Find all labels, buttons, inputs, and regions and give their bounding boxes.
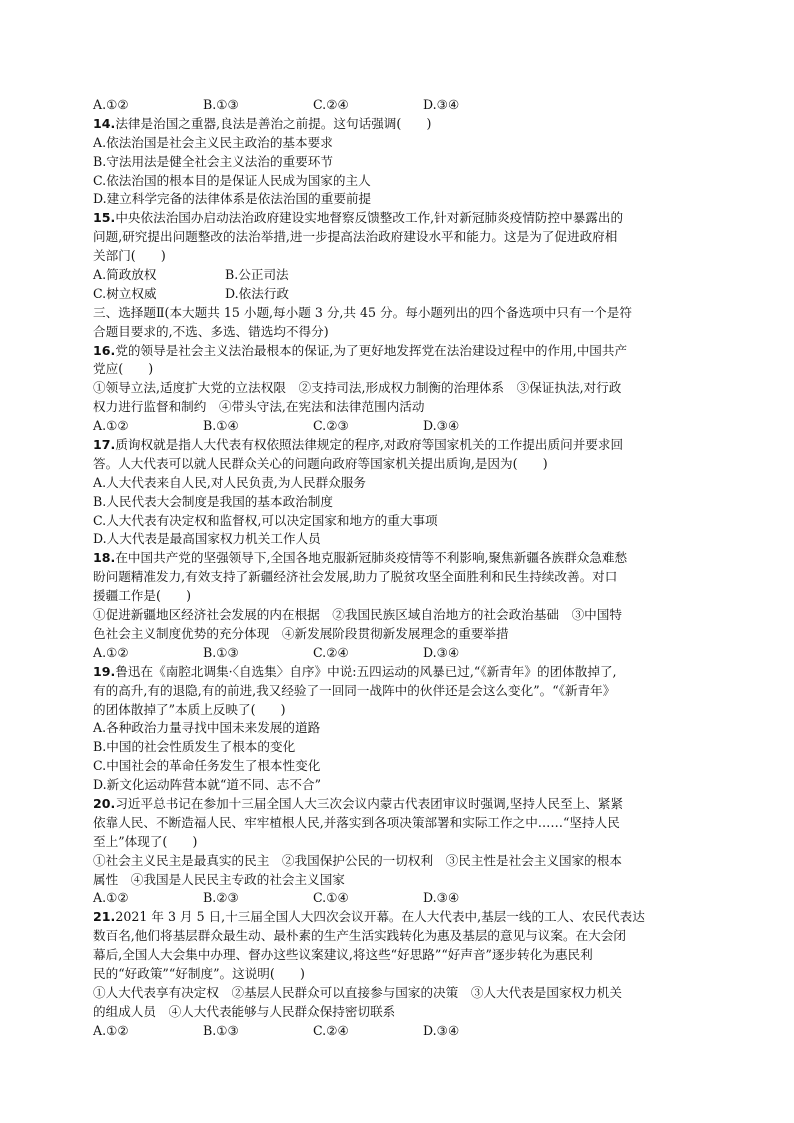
answer-options-row xyxy=(93,266,705,285)
text-line: 属性 ④我国是人民民主专政的社会主义国家 xyxy=(93,871,345,887)
text-line: 三、选择题Ⅱ(本大题共 15 小题,每小题 3 分,共 45 分。每小题列出的四个备选项中只有一个是符 xyxy=(93,304,632,320)
answer-option: D.③④ xyxy=(423,1022,460,1038)
answer-option: D.③④ xyxy=(423,644,460,660)
text-line: C.人大代表有决定权和监督权,可以决定国家和地方的重大事项 xyxy=(93,512,438,528)
text-line: 援疆工作是( ) xyxy=(93,588,191,604)
question-stem xyxy=(93,908,705,927)
answer-option: A.①② xyxy=(93,890,129,906)
text-line: D.建立科学完备的法律体系是依法治国的重要前提 xyxy=(93,191,372,207)
text-line: D.人大代表是最高国家权力机关工作人员 xyxy=(93,531,321,547)
answer-option: A.①② xyxy=(93,418,129,434)
answer-option: A.简政放权 xyxy=(93,267,157,283)
text-line: 数百名,他们将基层群众最生动、最朴素的生产生活实践转化为惠及基层的意见与议案。在大会闭 xyxy=(93,928,626,944)
text-line: 党应( ) xyxy=(93,361,154,377)
answer-option: D.③④ xyxy=(423,97,460,112)
text-line: D.新文化运动阵营本就“道不同、志不合” xyxy=(93,777,322,793)
question-stem xyxy=(93,342,705,361)
question-text: 法律是治国之重器,良法是善治之前提。这句话强调( ) xyxy=(115,115,432,131)
answer-option: B.①③ xyxy=(203,97,239,112)
text-line: ①人大代表享有决定权 ②基层人民群众可以直接参与国家的决策 ③人大代表是国家权力机关 xyxy=(93,984,622,1000)
exam-page xyxy=(93,96,705,1041)
answer-options-row xyxy=(93,889,705,908)
answer-options-row xyxy=(93,1022,705,1041)
text-line: B.守法用法是健全社会主义法治的重要环节 xyxy=(93,153,333,169)
question-text: 习近平总书记在参加十三届全国人大三次会议内蒙古代表团审议时强调,坚持人民至上、紧紧 xyxy=(115,795,624,811)
text-line: 关部门( ) xyxy=(93,248,166,264)
question-stem xyxy=(93,795,705,814)
text-line: B.中国的社会性质发生了根本的变化 xyxy=(93,739,296,755)
text-line: 至上”体现了( ) xyxy=(93,833,198,849)
answer-option: A.①② xyxy=(93,644,129,660)
text-line: C.依法治国的根本目的是保证人民成为国家的主人 xyxy=(93,172,371,188)
text-line: 盼问题精准发力,有效支持了新疆经济社会发展,助力了脱贫攻坚全面胜利和民生持续改善。对口 xyxy=(93,569,618,585)
question-text: 质询权就是指人大代表有权依照法律规定的程序,对政府等国家机关的工作提出质问并要求回 xyxy=(115,437,624,453)
answer-option: B.公正司法 xyxy=(225,267,289,283)
question-text: 中央依法治国办启动法治政府建设实地督察反馈整改工作,针对新冠肺炎疫情防控中暴露出的 xyxy=(115,210,624,226)
text-line: ①促进新疆地区经济社会发展的内在根据 ②我国民族区域自治地方的社会政治基础 ③中国特 xyxy=(93,607,622,623)
text-line: A.各种政治力量寻找中国未来发展的道路 xyxy=(93,720,321,736)
question-number: 14. xyxy=(93,115,116,131)
text-line: 民的“好政策”“好制度”。这说明( ) xyxy=(93,965,305,981)
question-stem xyxy=(93,663,705,682)
answer-option: C.②③ xyxy=(313,418,349,434)
text-line: ①社会主义民主是最真实的民主 ②我国保护公民的一切权利 ③民主性是社会主义国家的根本 xyxy=(93,852,622,868)
question-number: 17. xyxy=(93,437,116,453)
answer-option: A.①② xyxy=(93,97,129,112)
question-number: 21. xyxy=(93,909,116,925)
answer-option: C.②④ xyxy=(313,1022,349,1038)
text-line: 合题目要求的,不选、多选、错选均不得分) xyxy=(93,323,329,339)
answer-options-row xyxy=(93,644,705,663)
answer-option: D.③④ xyxy=(423,418,460,434)
answer-option: B.①④ xyxy=(203,418,239,434)
question-text: 党的领导是社会主义法治最根本的保证,为了更好地发挥党在法治建设过程中的作用,中国共产 xyxy=(115,342,628,358)
question-number: 15. xyxy=(93,210,116,226)
answer-option: A.①② xyxy=(93,1022,129,1038)
text-line: 问题,研究提出问题整改的法治举措,进一步提高法治政府建设水平和能力。这是为了促进政府相 xyxy=(93,229,618,245)
answer-option: C.①④ xyxy=(313,890,349,906)
text-line: C.中国社会的革命任务发生了根本性变化 xyxy=(93,758,321,774)
question-stem xyxy=(93,549,705,568)
text-line: 色社会主义制度优势的充分体现 ④新发展阶段贯彻新发展理念的重要举措 xyxy=(93,625,509,641)
text-line: 权力进行监督和制约 ④带头守法,在宪法和法律范围内活动 xyxy=(93,399,425,415)
question-text: 2021 年 3 月 5 日,十三届全国人大四次会议开幕。在人大代表中,基层一线的工人、农民代表达 xyxy=(115,909,645,925)
text-line: 有的高升,有的退隐,有的前进,我又经验了一回同一战阵中的伙伴还是会这么变化”。“《新青年》 xyxy=(93,682,616,698)
answer-option: C.②④ xyxy=(313,644,349,660)
answer-options-row xyxy=(93,417,705,436)
question-number: 19. xyxy=(93,663,116,679)
answer-option: B.①③ xyxy=(203,1022,239,1038)
text-line: A.人大代表来自人民,对人民负责,为人民群众服务 xyxy=(93,474,366,490)
text-line: 答。人大代表可以就人民群众关心的问题向政府等国家机关提出质询,是因为( ) xyxy=(93,455,548,471)
question-number: 16. xyxy=(93,342,116,358)
text-line: 的团体散掉了”本质上反映了( ) xyxy=(93,701,286,717)
text-line: B.人民代表大会制度是我国的基本政治制度 xyxy=(93,493,333,509)
question-number: 20. xyxy=(93,795,116,811)
question-stem xyxy=(93,436,705,455)
answer-option: B.②③ xyxy=(203,890,239,906)
question-number: 18. xyxy=(93,550,116,566)
answer-options-row xyxy=(93,96,705,115)
answer-option: C.②④ xyxy=(313,97,349,112)
question-stem xyxy=(93,115,705,134)
text-line: 的组成人员 ④人大代表能够与人民群众保持密切联系 xyxy=(93,1003,396,1019)
text-line: 幕后,全国人大会集中办理、督办这些议案建议,将这些“好思路”“好声音”逐步转化为惠民利 xyxy=(93,947,593,963)
text-line: A.依法治国是社会主义民主政治的基本要求 xyxy=(93,134,333,150)
question-stem xyxy=(93,209,705,228)
answer-option: B.①③ xyxy=(203,644,239,660)
answer-options-row xyxy=(93,285,705,304)
question-text: 鲁迅在《南腔北调集·〈自选集〉自序》中说:五四运动的风暴已过,“《新青年》的团体散掉了, xyxy=(115,663,617,679)
answer-option: D.③④ xyxy=(423,890,460,906)
answer-option: D.依法行政 xyxy=(225,285,290,301)
question-text: 在中国共产党的坚强领导下,全国各地克服新冠肺炎疫情等不利影响,聚焦新疆各族群众急难愁 xyxy=(115,550,628,566)
text-line: 依靠人民、不断造福人民、牢牢植根人民,并落实到各项决策部署和实际工作之中……“坚持人民 xyxy=(93,814,620,830)
answer-option: C.树立权威 xyxy=(93,285,157,301)
text-line: ①领导立法,适度扩大党的立法权限 ②支持司法,形成权力制衡的治理体系 ③保证执法,对行政 xyxy=(93,380,622,396)
